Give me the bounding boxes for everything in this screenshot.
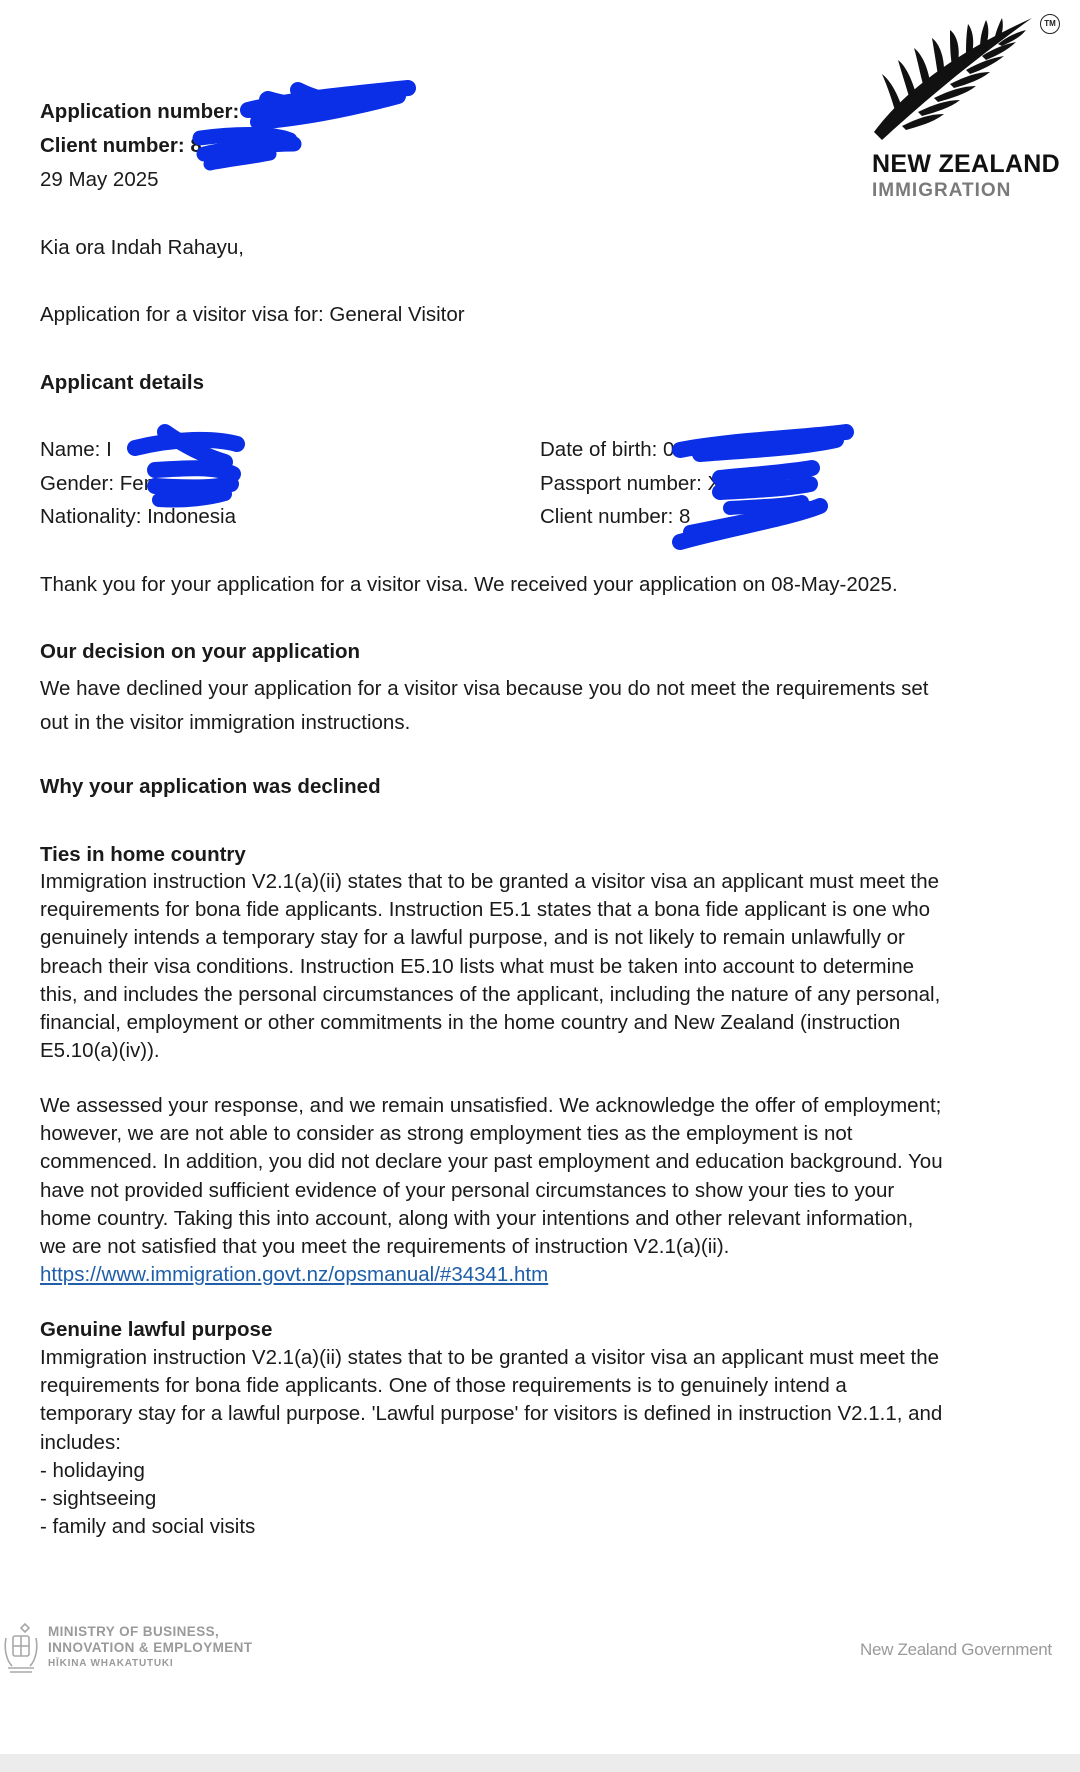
logo-text-new-zealand: NEW ZEALAND <box>872 150 1061 178</box>
ties-line: breach their visa conditions. Instruction E5.10 lists what must be taken into account to determine <box>40 954 914 978</box>
redaction-scribble <box>190 118 310 178</box>
applicant-nationality: Nationality: Indonesia <box>40 505 237 528</box>
ties-line: financial, employment or other commitments in the home country and New Zealand (instruction <box>40 1011 901 1035</box>
application-number: Application number: V <box>40 100 259 123</box>
decision-line: out in the visitor immigration instructions. <box>40 710 411 734</box>
ties-line: genuinely intends a temporary stay for a lawful purpose, and is not likely to remain unlawfully or <box>40 926 905 950</box>
genuine-line: Immigration instruction V2.1(a)(ii) states that to be granted a visitor visa an applicant must meet the <box>40 1346 939 1369</box>
genuine-line: requirements for bona fide applicants. One of those requirements is to genuinely intend a <box>40 1374 847 1398</box>
applicant-gender: Gender: Fem <box>40 472 161 495</box>
opsmanual-link[interactable]: https://www.immigration.govt.nz/opsmanual/#34341.htm <box>40 1263 549 1287</box>
applicant-details-heading: Applicant details <box>40 371 205 394</box>
mbie-logo-text <box>48 1624 252 1672</box>
decision-heading: Our decision on your application <box>40 640 361 663</box>
ties-paragraph-1 <box>40 868 1000 1065</box>
letter-date: 29 May 2025 <box>40 168 159 191</box>
list-item: - sightseeing <box>40 1487 157 1511</box>
ties-line: Immigration instruction V2.1(a)(ii) states that to be granted a visitor visa an applicant must meet the <box>40 870 939 893</box>
logo-text-immigration: IMMIGRATION <box>872 180 1012 201</box>
applicant-passport: Passport number: X <box>540 472 722 495</box>
applicant-client-number: Client number: 8 <box>540 505 691 528</box>
client-number: Client number: 8 <box>40 134 202 157</box>
trademark-icon: TM <box>1040 14 1060 34</box>
ties-line: have not provided sufficient evidence of your personal circumstances to show your ties to your <box>40 1178 895 1202</box>
genuine-paragraph <box>40 1344 1000 1541</box>
mbie-line: MINISTRY OF BUSINESS, <box>48 1624 220 1639</box>
why-declined-heading: Why your application was declined <box>40 775 381 798</box>
ties-line: however, we are not able to consider as strong employment ties as the employment is not <box>40 1122 853 1146</box>
bottom-strip <box>0 1754 1080 1772</box>
ties-line: this, and includes the personal circumstances of the applicant, including the nature of any personal, <box>40 982 941 1006</box>
thank-you-line: Thank you for your application for a visitor visa. We received your application on 08-May-2025. <box>40 573 898 596</box>
ties-paragraph-2 <box>40 1092 1000 1289</box>
ties-line: E5.10(a)(iv)). <box>40 1039 160 1063</box>
greeting: Kia ora Indah Rahayu, <box>40 236 244 259</box>
nz-government-logo-text: New Zealand Government <box>860 1640 1052 1659</box>
ties-line: home country. Taking this into account, along with your intentions and other relevant information, <box>40 1206 914 1230</box>
decision-paragraph <box>40 672 1000 739</box>
ties-line: commenced. In addition, you did not declare your past employment and education background. You <box>40 1150 943 1174</box>
ties-line: requirements for bona fide applicants. Instruction E5.1 states that a bona fide applicant is one who <box>40 898 931 922</box>
applicant-dob: Date of birth: 04 <box>540 438 686 461</box>
mbie-line: HĪKINA WHAKATUTUKI <box>48 1658 174 1669</box>
applicant-name: Name: I <box>40 438 112 461</box>
decision-line: We have declined your application for a visitor visa because you do not meet the requirements set <box>40 677 929 700</box>
genuine-line: temporary stay for a lawful purpose. 'Lawful purpose' for visitors is defined in instruction V2.1.1, and <box>40 1402 943 1426</box>
genuine-purpose-heading: Genuine lawful purpose <box>40 1318 273 1341</box>
list-item: - family and social visits <box>40 1515 256 1539</box>
list-item: - holidaying <box>40 1458 145 1482</box>
ties-line: we are not satisfied that you meet the requirements of instruction V2.1(a)(ii). <box>40 1235 730 1259</box>
coat-of-arms-icon <box>2 1622 40 1674</box>
ties-line: We assessed your response, and we remain unsatisfied. We acknowledge the offer of employment; <box>40 1094 942 1117</box>
subject-line: Application for a visitor visa for: General Visitor <box>40 303 465 326</box>
mbie-line: INNOVATION & EMPLOYMENT <box>48 1640 253 1655</box>
ties-heading: Ties in home country <box>40 843 246 866</box>
genuine-line: includes: <box>40 1430 121 1454</box>
